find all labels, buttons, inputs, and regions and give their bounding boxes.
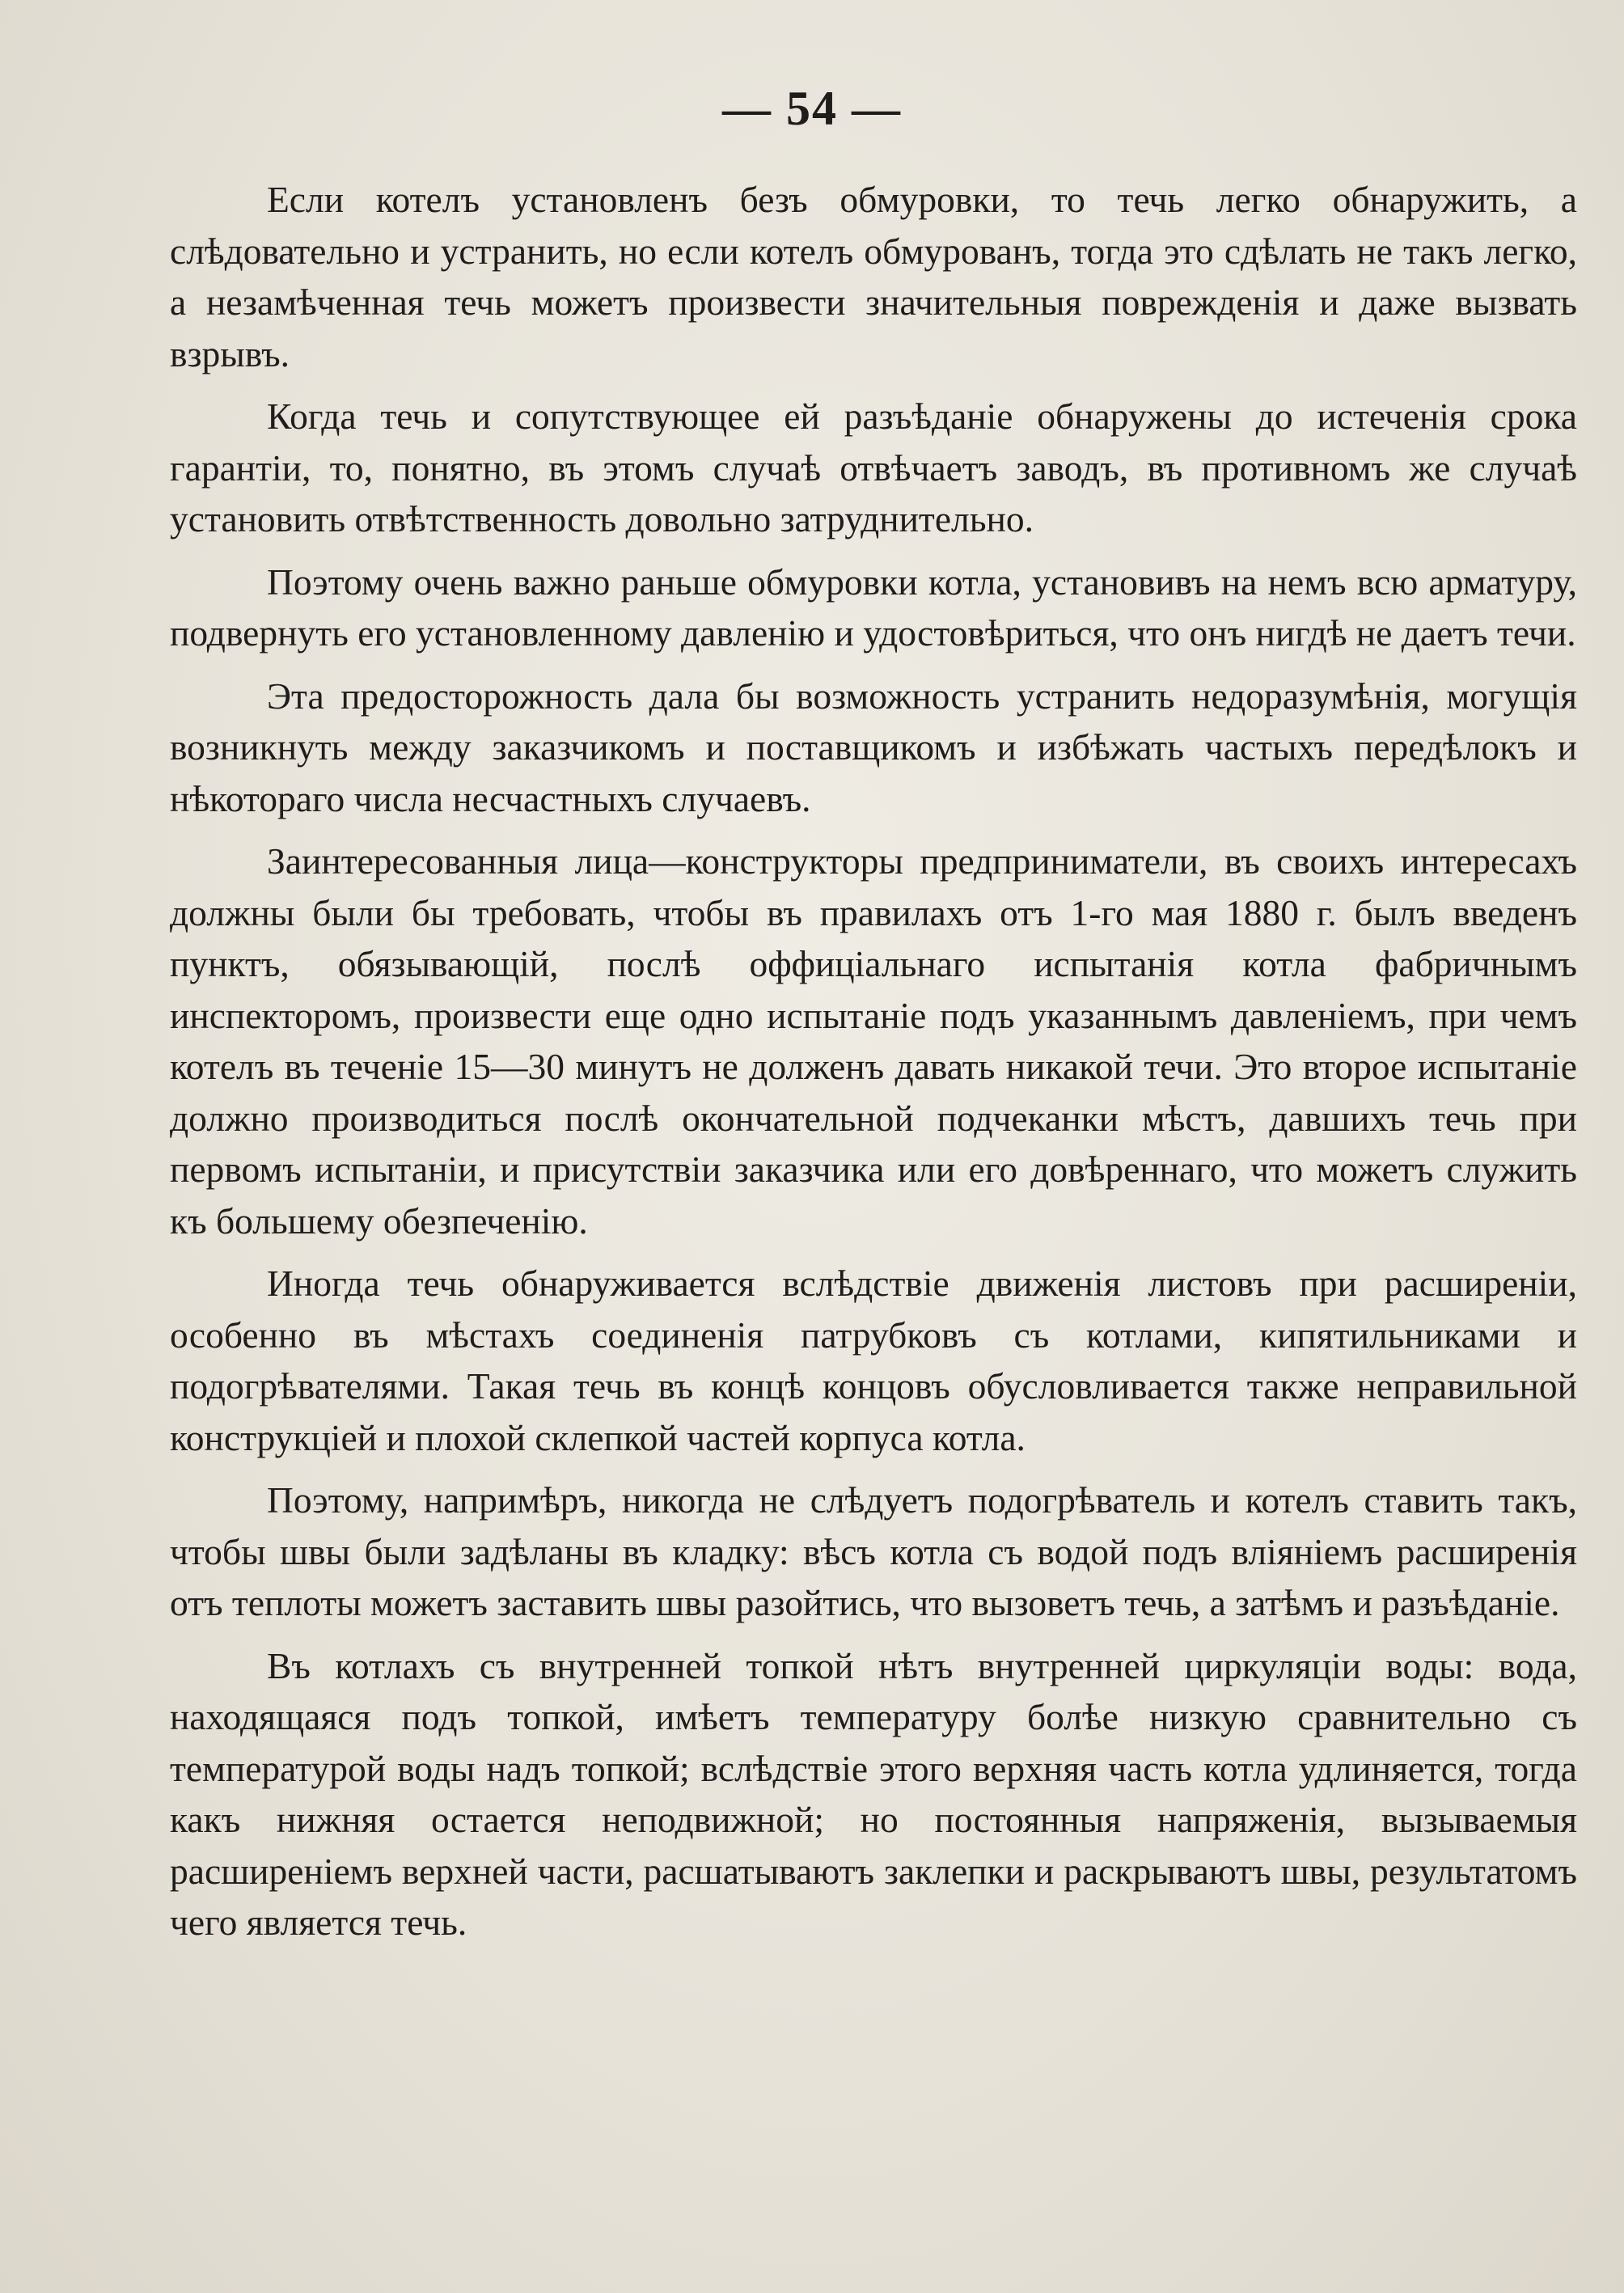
paragraph: Поэтому очень важно раньше обмуровки котла, установивъ на немъ всю арматуру, подвернуть его установленному давленію и удостовѣриться, что онъ нигдѣ не даетъ течи. [170,561,1577,654]
paragraph: Когда течь и сопутствующее ей разъѣданіе обнаружены до истеченія срока гарантіи, то, понятно, въ этомъ случаѣ отвѣчаетъ заводъ, въ противномъ же случаѣ установить отвѣтственность довольно затруднительно. [170,396,1577,539]
paragraph: Иногда течь обнаруживается вслѣдствіе движенія листовъ при расширеніи, особенно въ мѣстахъ соединенія патрубковъ съ котлами, кипятильниками и подогрѣвателями. Такая течь въ концѣ концовъ обусловливается также неправильной конструкціей и плохой склепкой частей корпуса котла. [170,1263,1577,1458]
paragraph: Въ котлахъ съ внутренней топкой нѣтъ внутренней циркуляціи воды: вода, находящаяся подъ топкой, имѣетъ температуру болѣе низкую сравнительно съ температурой воды надъ топкой; вслѣдствіе этого верхняя часть котла удлиняется, тогда какъ нижняя остается неподвижной; но постоянныя напряженія, вызываемыя расширеніемъ верхней части, расшатываютъ заклепки и раскрываютъ швы, результатомъ чего является течь. [170,1644,1577,1943]
paragraph: Заинтересованныя лица—конструкторы предприниматели, въ своихъ интересахъ должны были бы требовать, чтобы въ правилахъ отъ 1-го мая 1880 г. былъ введенъ пунктъ, обязывающій, послѣ оффиціальнаго испытанія котла фабричнымъ инспекторомъ, произвести еще одно испытаніе подъ указаннымъ давленіемъ, при чемъ котелъ въ теченіе 15—30 минутъ не долженъ давать никакой течи. Это второе испытаніе должно производиться послѣ окончательной подчеканки мѣстъ, давшихъ течь при первомъ испытаніи, и присутствіи заказчика или его довѣреннаго, что можетъ служить къ большему обезпеченію. [170,840,1577,1242]
body-text [170,174,1577,1948]
paragraph: Эта предосторожность дала бы возможность устранить недоразумѣнія, могущія возникнуть между заказчикомъ и поставщикомъ и избѣжать частыхъ передѣлокъ и нѣкотораго числа несчастныхъ случаевъ. [170,675,1577,819]
paragraph: Поэтому, напримѣръ, никогда не слѣдуетъ подогрѣватель и котелъ ставить такъ, чтобы швы были задѣланы въ кладку: вѣсъ котла съ водой подъ вліяніемъ расширенія отъ теплоты можетъ заставить швы разойтись, что вызоветъ течь, а затѣмъ и разъѣданіе. [170,1479,1577,1623]
paragraph: Если котелъ установленъ безъ обмуровки, то течь легко обнаружить, а слѣдовательно и устранить, но если котелъ обмурованъ, тогда это сдѣлать не такъ легко, а незамѣченная течь можетъ произвести значительныя поврежденія и даже вызвать взрывъ. [170,179,1577,374]
page-number: — 54 — [722,82,902,135]
